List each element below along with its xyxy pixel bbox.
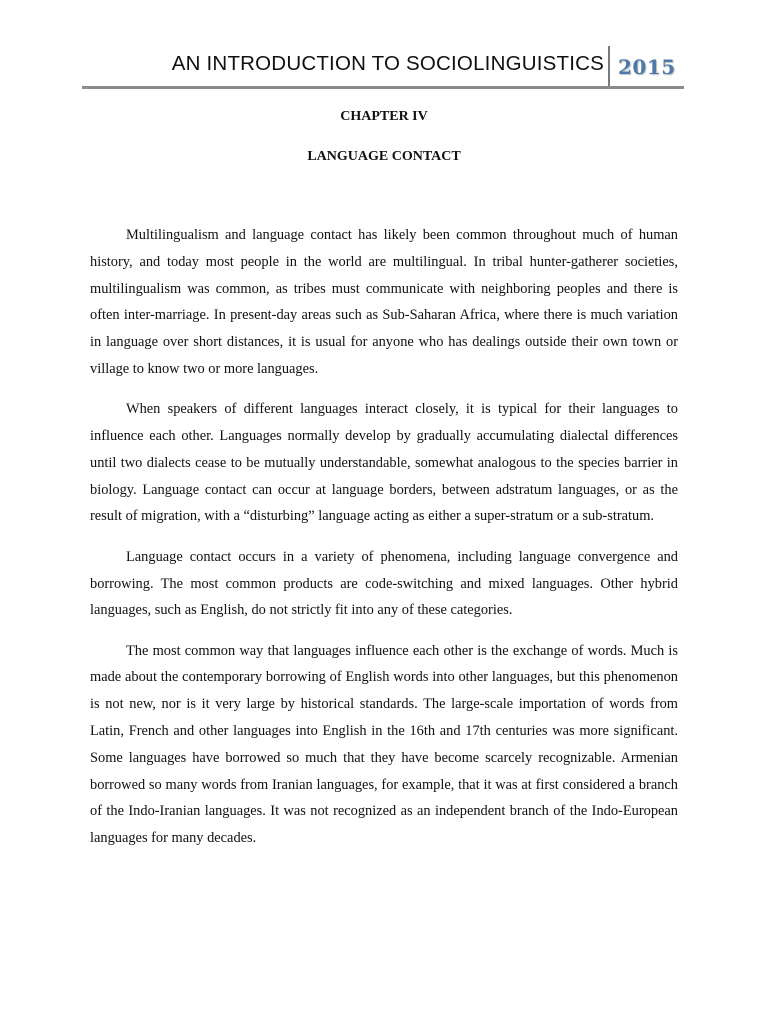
header-separator [608, 46, 610, 86]
paragraph: When speakers of different languages interact closely, it is typical for their languages to influence each other. Languages normally develop by gradually accumulating dialectal differences until two dialects cease to be mutually understandable, somewhat analogous to the species barrier in biology. Language contact can occur at language borders, between adstratum languages, or as the result of migration, with a “disturbing” language acting as either a super-stratum or a sub-stratum. [90, 401, 678, 525]
paragraph: Multilingualism and language contact has likely been common throughout much of human history, and today most people in the world are multilingual. In tribal hunter-gatherer societies, multilingualism was common, as tribes must communicate with neighboring peoples and there is often inter-marriage. In present-day areas such as Sub-Saharan Africa, where there is much variation in language over short distances, it is usual for anyone who has dealings outside their own town or village to know two or more languages. [90, 227, 678, 377]
header-year: 2015 [618, 55, 676, 79]
page-header [82, 44, 684, 90]
body-text [90, 222, 678, 866]
paragraph: The most common way that languages influence each other is the exchange of words. Much is made about the contemporary borrowing of English words into other languages, but this phenomenon is not new, nor is it very large by historical standards. The large-scale importation of words from Latin, French and other languages into English in the 16th and 17th centuries was more significant. Some languages have borrowed so much that they have become scarcely recognizable. Armenian borrowed so many words from Iranian languages, for example, that it was at first considered a branch of the Indo-Iranian languages. It was not recognized as an independent branch of the Indo-European languages for many decades. [90, 642, 678, 847]
paragraph: Language contact occurs in a variety of phenomena, including language convergence and borrowing. The most common products are code-switching and mixed languages. Other hybrid languages, such as English, do not strictly fit into any of these categories. [90, 548, 678, 619]
chapter-title: LANGUAGE CONTACT [307, 149, 461, 164]
chapter-number: CHAPTER IV [340, 109, 428, 124]
header-title: AN INTRODUCTION TO SOCIOLINGUISTICS [171, 52, 604, 75]
header-rule [82, 86, 684, 89]
